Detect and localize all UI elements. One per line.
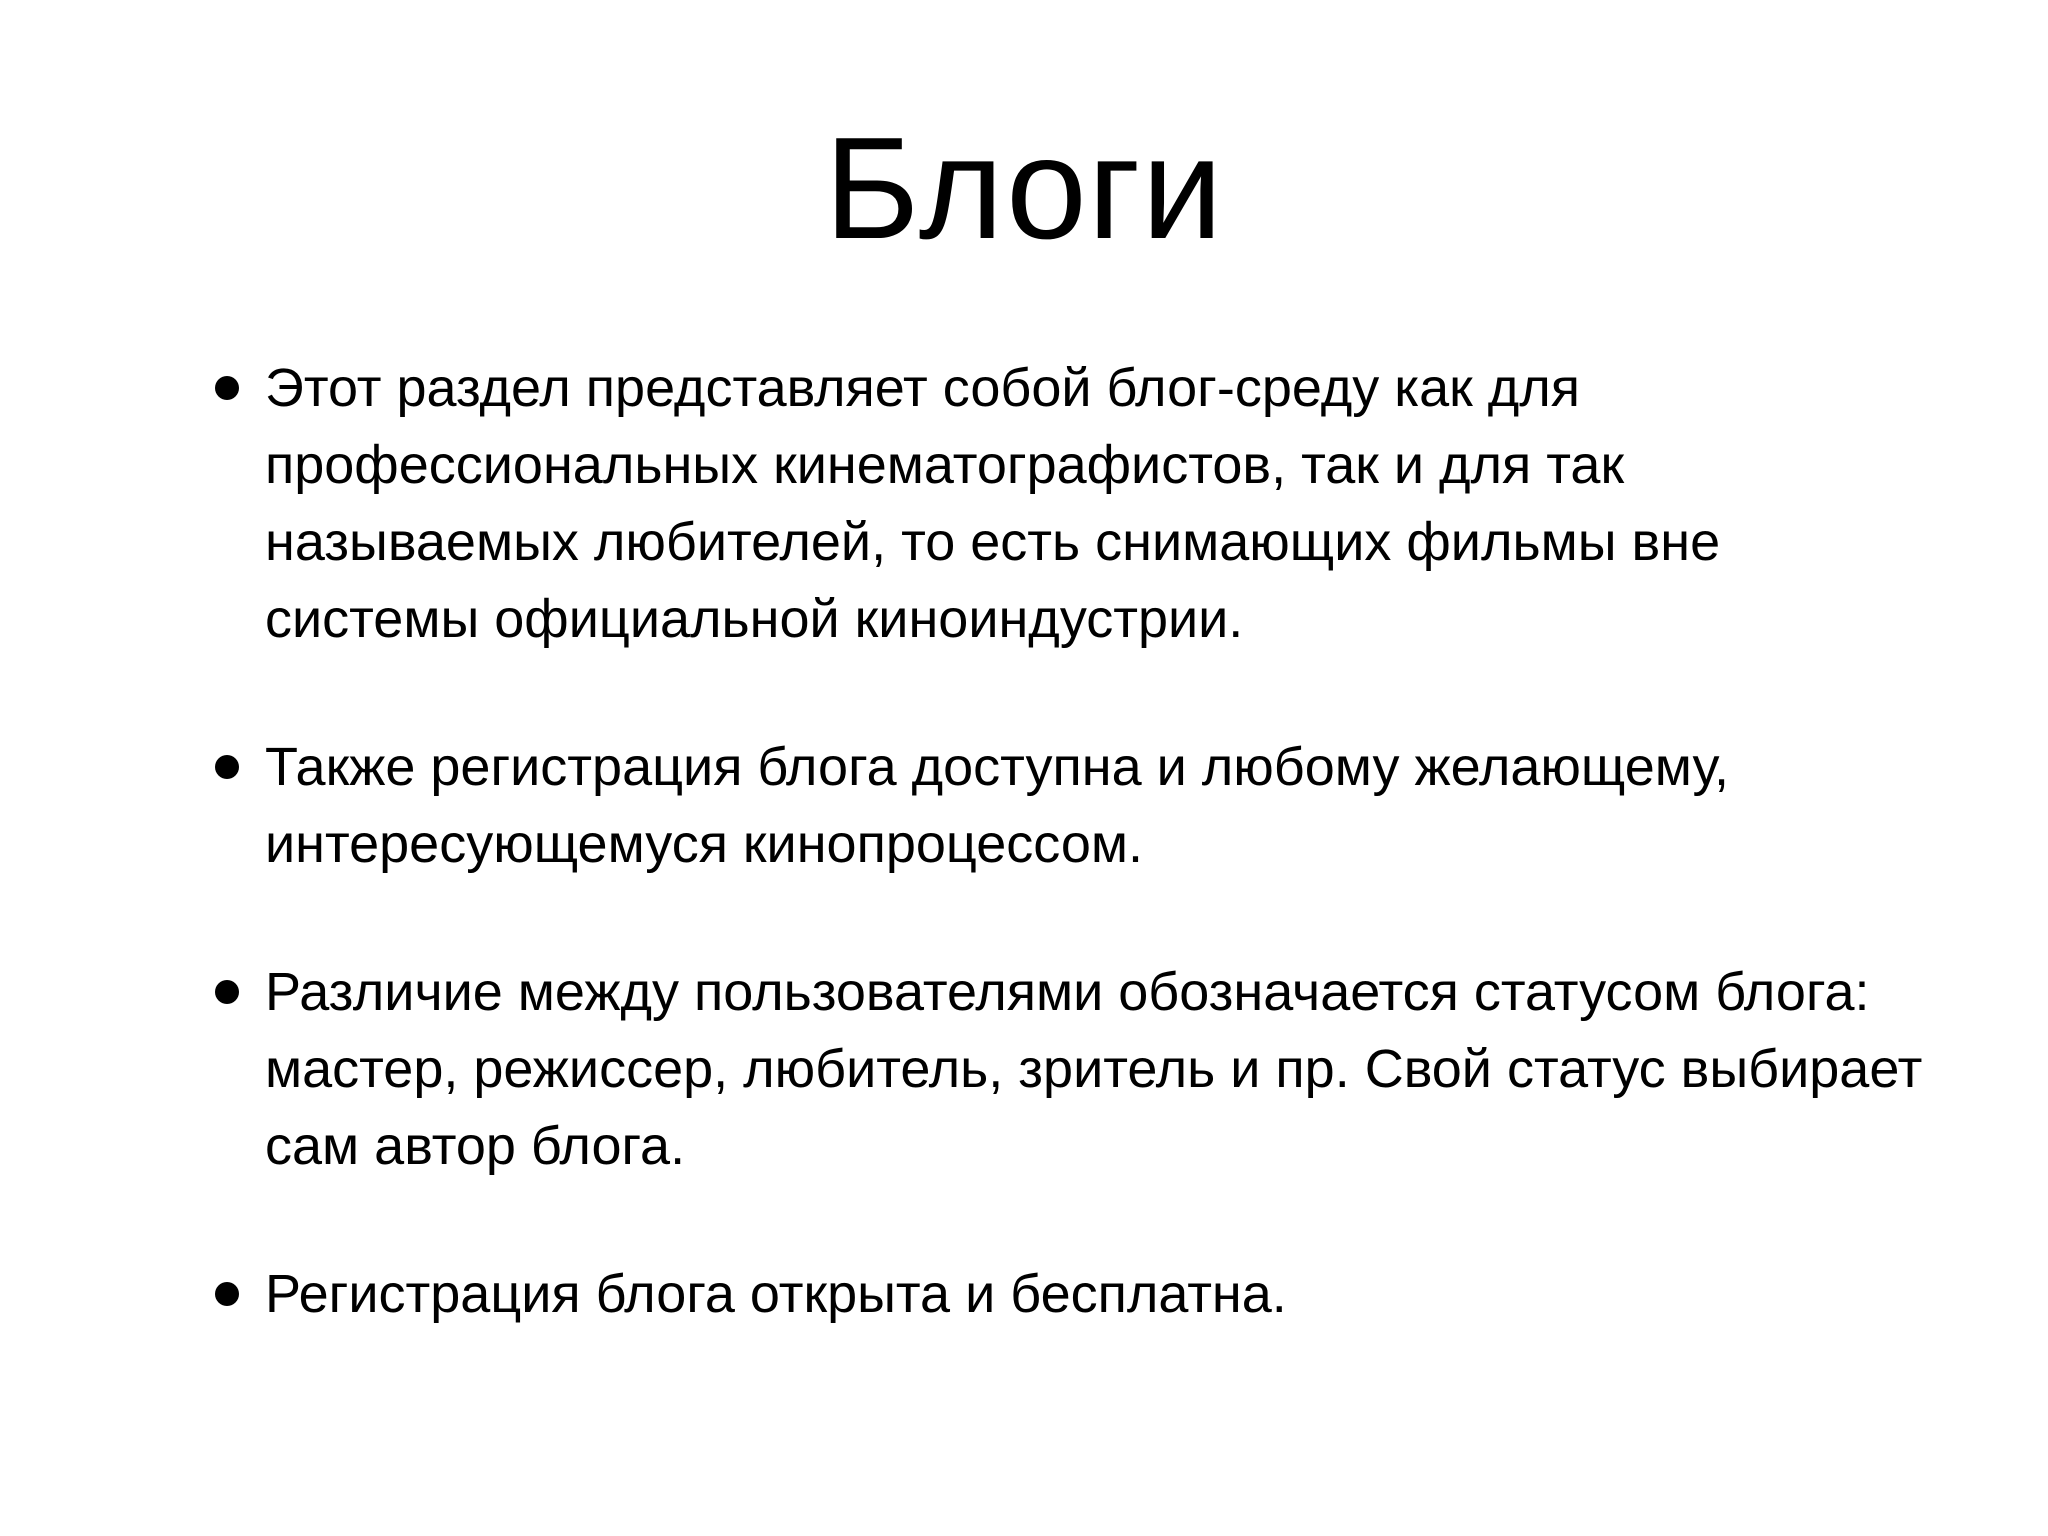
slide-title: Блоги: [824, 107, 1224, 269]
bullet-text: Также регистрация блога доступна и любому желающему, интересующемуся кинопроцессом.: [265, 737, 1730, 874]
bullet-text: Регистрация блога открыта и бесплатна.: [265, 1264, 1287, 1324]
bullet-dot-icon: [215, 1282, 239, 1306]
bullet-list: [215, 350, 1935, 1333]
bullet-dot-icon: [215, 755, 239, 779]
bullet-item: [215, 729, 1935, 883]
bullet-item: [215, 1256, 1935, 1333]
bullet-dot-icon: [215, 980, 239, 1004]
bullet-item: [215, 954, 1935, 1185]
bullet-dot-icon: [215, 376, 239, 400]
bullet-text: Различие между пользователями обозначается статусом блога: мастер, режиссер, любитель, зритель и пр. Свой статус выбирает сам автор блога.: [265, 962, 1923, 1176]
bullet-text: Этот раздел представляет собой блог-среду как для профессиональных кинематографистов, так и для так называемых любителей, то есть снимающих фильмы вне системы официальной киноиндустрии.: [265, 358, 1721, 649]
bullet-item: [215, 350, 1935, 658]
